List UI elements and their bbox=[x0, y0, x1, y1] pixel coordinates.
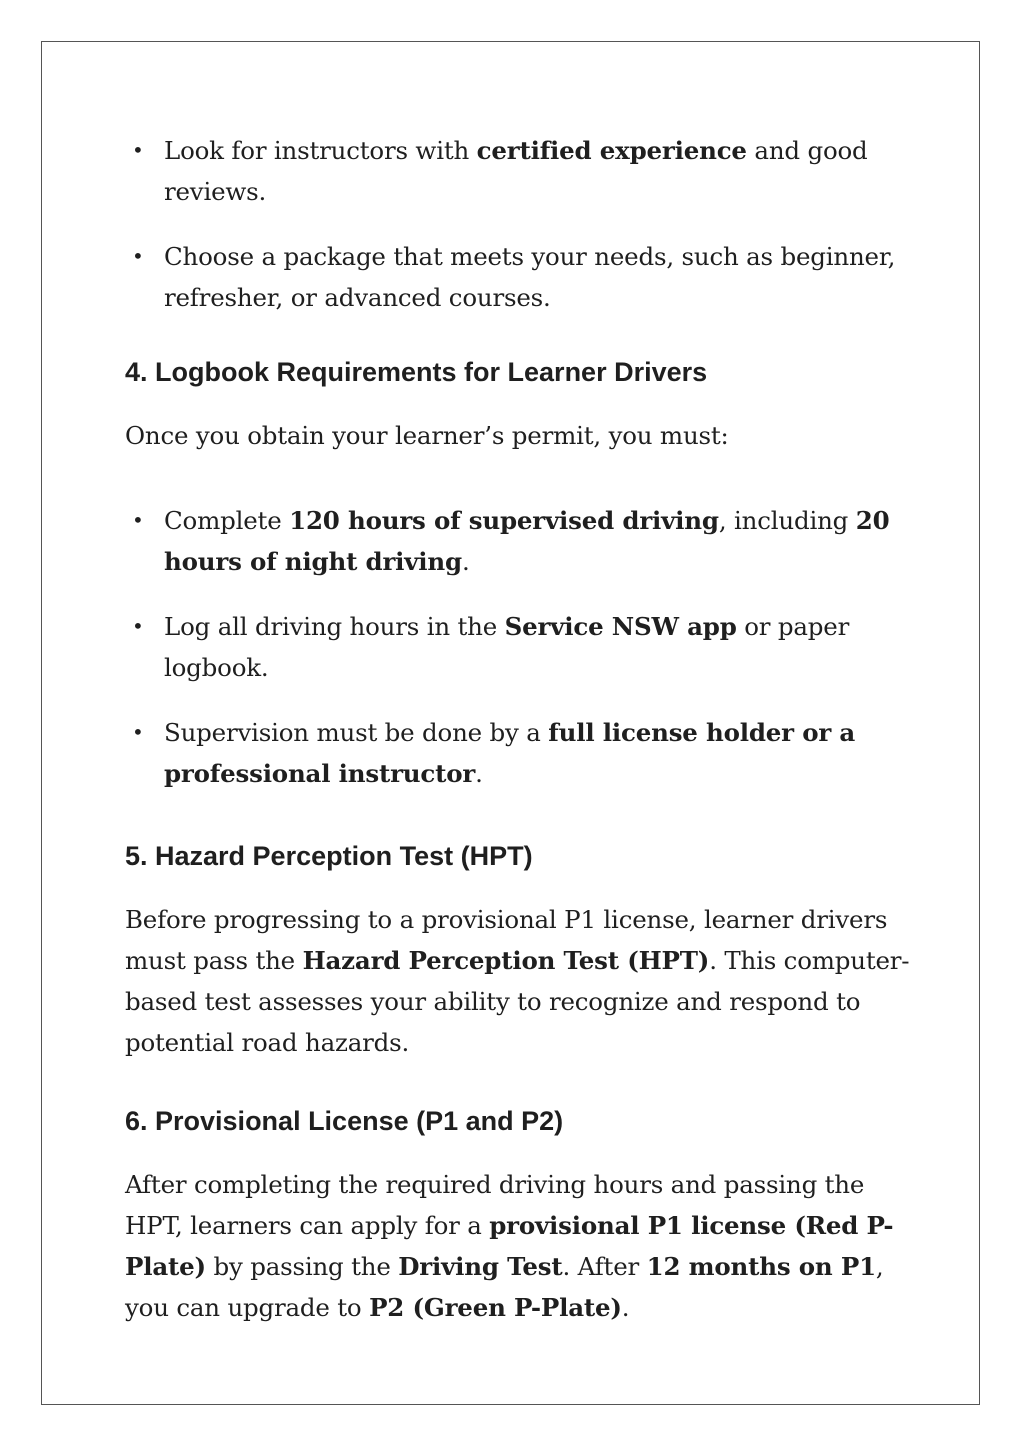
logbook-requirements-list bbox=[125, 500, 915, 794]
section-heading-provisional: 6. Provisional License (P1 and P2) bbox=[125, 1106, 564, 1136]
list-item bbox=[164, 500, 915, 582]
section-heading-logbook: 4. Logbook Requirements for Learner Drivers bbox=[125, 357, 708, 387]
list-item-bold: certified experience bbox=[476, 136, 747, 165]
paragraph-bold: 12 months on P1 bbox=[646, 1252, 876, 1281]
paragraph-text: by passing the bbox=[205, 1252, 399, 1281]
list-item-text: , including bbox=[718, 506, 856, 535]
list-item bbox=[164, 712, 915, 794]
paragraph-text: Before progressing to a provisional P1 license, learner drivers must pass the bbox=[125, 905, 888, 975]
list-item bbox=[164, 606, 915, 688]
paragraph-text: . bbox=[621, 1293, 630, 1322]
instructor-tips-list bbox=[125, 130, 915, 318]
list-item-bold: 120 hours of supervised driving bbox=[289, 506, 719, 535]
section-intro: Once you obtain your learner’s permit, you must: bbox=[125, 421, 729, 450]
section-paragraph-hpt bbox=[125, 899, 915, 1063]
document-page bbox=[41, 41, 980, 1405]
list-item-bold: Service NSW app bbox=[504, 612, 737, 641]
paragraph-text: After completing the required driving hours and passing the HPT, learners can apply for a bbox=[125, 1170, 865, 1240]
list-item bbox=[164, 236, 915, 318]
list-item-bold: 20 hours of night driving bbox=[164, 506, 890, 576]
list-item-text: Complete bbox=[164, 506, 290, 535]
list-item-text: Look for instructors with bbox=[164, 136, 477, 165]
list-item-text: Log all driving hours in the bbox=[164, 612, 505, 641]
list-item-text: Choose a package that meets your needs, such as beginner, refresher, or advanced courses. bbox=[164, 242, 896, 312]
section-heading-hpt: 5. Hazard Perception Test (HPT) bbox=[125, 841, 533, 871]
paragraph-bold: provisional P1 license (Red P-Plate) bbox=[125, 1211, 894, 1281]
section-paragraph-provisional bbox=[125, 1164, 915, 1328]
list-item bbox=[164, 130, 915, 212]
list-item-bold: full license holder or a professional instructor bbox=[164, 718, 856, 788]
paragraph-bold: Driving Test bbox=[398, 1252, 563, 1281]
page-content bbox=[125, 130, 915, 1328]
list-item-text: . bbox=[461, 547, 470, 576]
list-item-text: and good reviews. bbox=[164, 136, 868, 206]
paragraph-bold: P2 (Green P-Plate) bbox=[369, 1293, 622, 1322]
paragraph-text: . After bbox=[562, 1252, 647, 1281]
list-item-text: or paper logbook. bbox=[164, 612, 850, 682]
list-item-text: Supervision must be done by a bbox=[164, 718, 549, 747]
list-item-text: . bbox=[475, 759, 483, 788]
paragraph-text: . This computer-based test assesses your ability to recognize and respond to potential road hazards. bbox=[125, 946, 910, 1057]
paragraph-bold: Hazard Perception Test (HPT) bbox=[302, 946, 710, 975]
paragraph-text: , you can upgrade to bbox=[125, 1252, 884, 1322]
